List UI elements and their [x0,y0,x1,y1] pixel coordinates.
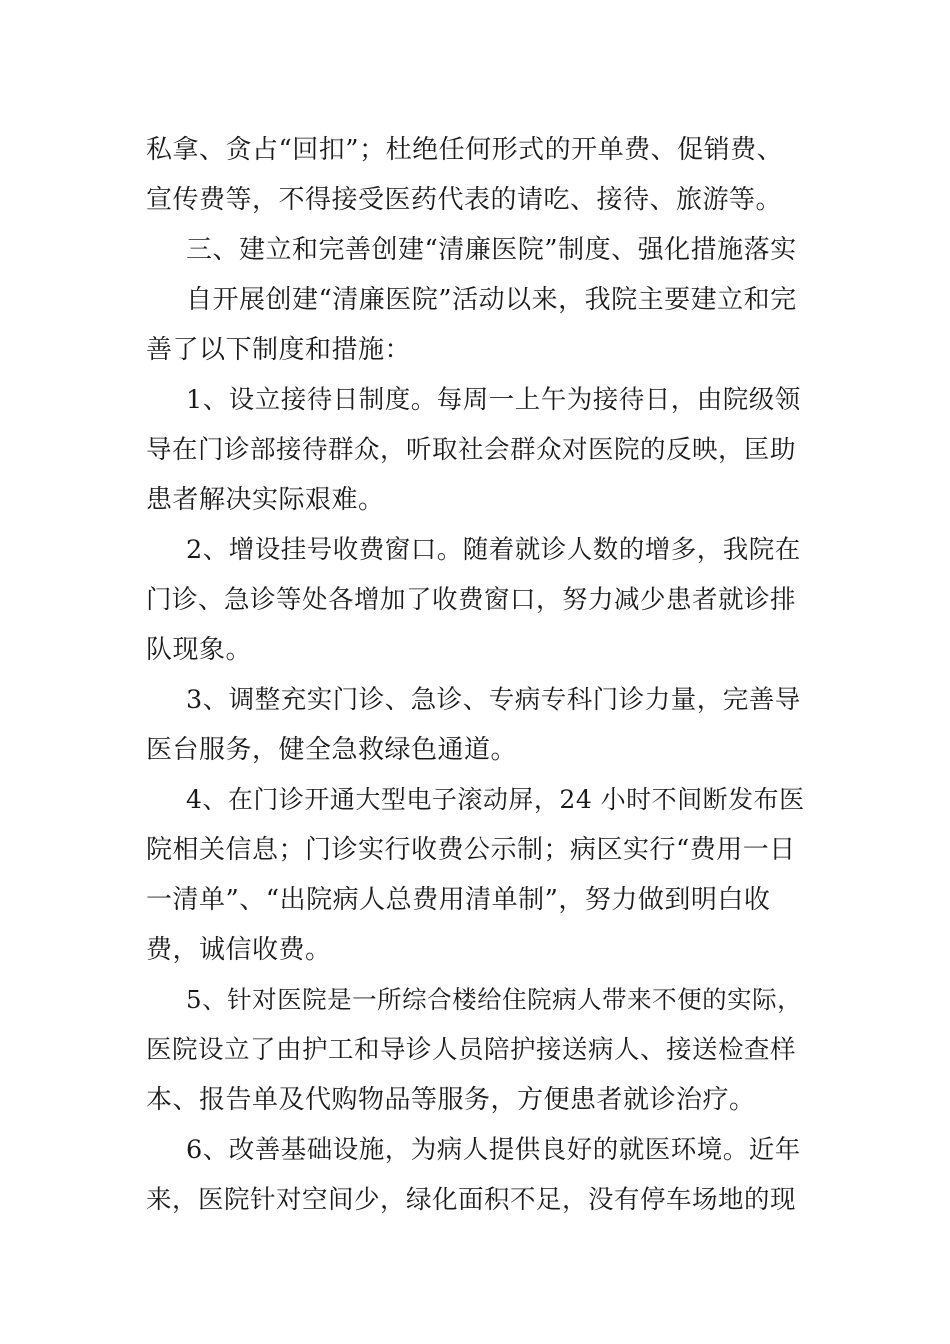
list-item-1: 1、设立接待日制度。每周一上午为接待日，由院级领 [186,385,801,415]
list-item-6: 6、改善基础设施，为病人提供良好的就医环境。近年 [186,1135,801,1165]
section-heading: 三、建立和完善创建“清廉医院”制度、强化措施落实 [186,235,797,265]
list-item-3: 3、调整充实门诊、急诊、专病专科门诊力量，完善导 [186,685,801,715]
text-line: 患者解决实际艰难。 [146,485,385,515]
text-line: 来，医院针对空间少，绿化面积不足，没有停车场地的现 [146,1185,797,1215]
text-line: 医台服务，健全急救绿色通道。 [146,735,518,765]
text-line: 费，诚信收费。 [146,935,332,965]
text-line: 队现象。 [146,635,253,665]
text-line: 私拿、贪占“回扣”；杜绝任何形式的开单费、促销费、 [146,135,784,165]
text-line: 自开展创建“清廉医院”活动以来，我院主要建立和完 [186,285,797,315]
text-line: 导在门诊部接待群众，听取社会群众对医院的反映，匡助 [146,435,797,465]
text-line: 门诊、急诊等处各增加了收费窗口，努力减少患者就诊排 [146,585,797,615]
text-line: 院相关信息；门诊实行收费公示制；病区实行“费用一日 [146,835,796,865]
text-line: 一清单”、“出院病人总费用清单制”，努力做到明白收 [146,885,771,915]
list-item-2: 2、增设挂号收费窗口。随着就诊人数的增多，我院在 [186,535,801,565]
text-line: 医院设立了由护工和导诊人员陪护接送病人、接送检查样 [146,1035,797,1065]
text-line: 本、报告单及代购物品等服务，方便患者就诊治疗。 [146,1085,756,1115]
list-item-5: 5、针对医院是一所综合楼给住院病人带来不便的实际， [186,985,803,1014]
text-line: 宣传费等，不得接受医药代表的请吃、接待、旅游等。 [146,185,783,215]
text-line: 善了以下制度和措施： [146,335,412,365]
list-item-4: 4、在门诊开通大型电子滚动屏，24 小时不间断发布医 [186,785,805,814]
